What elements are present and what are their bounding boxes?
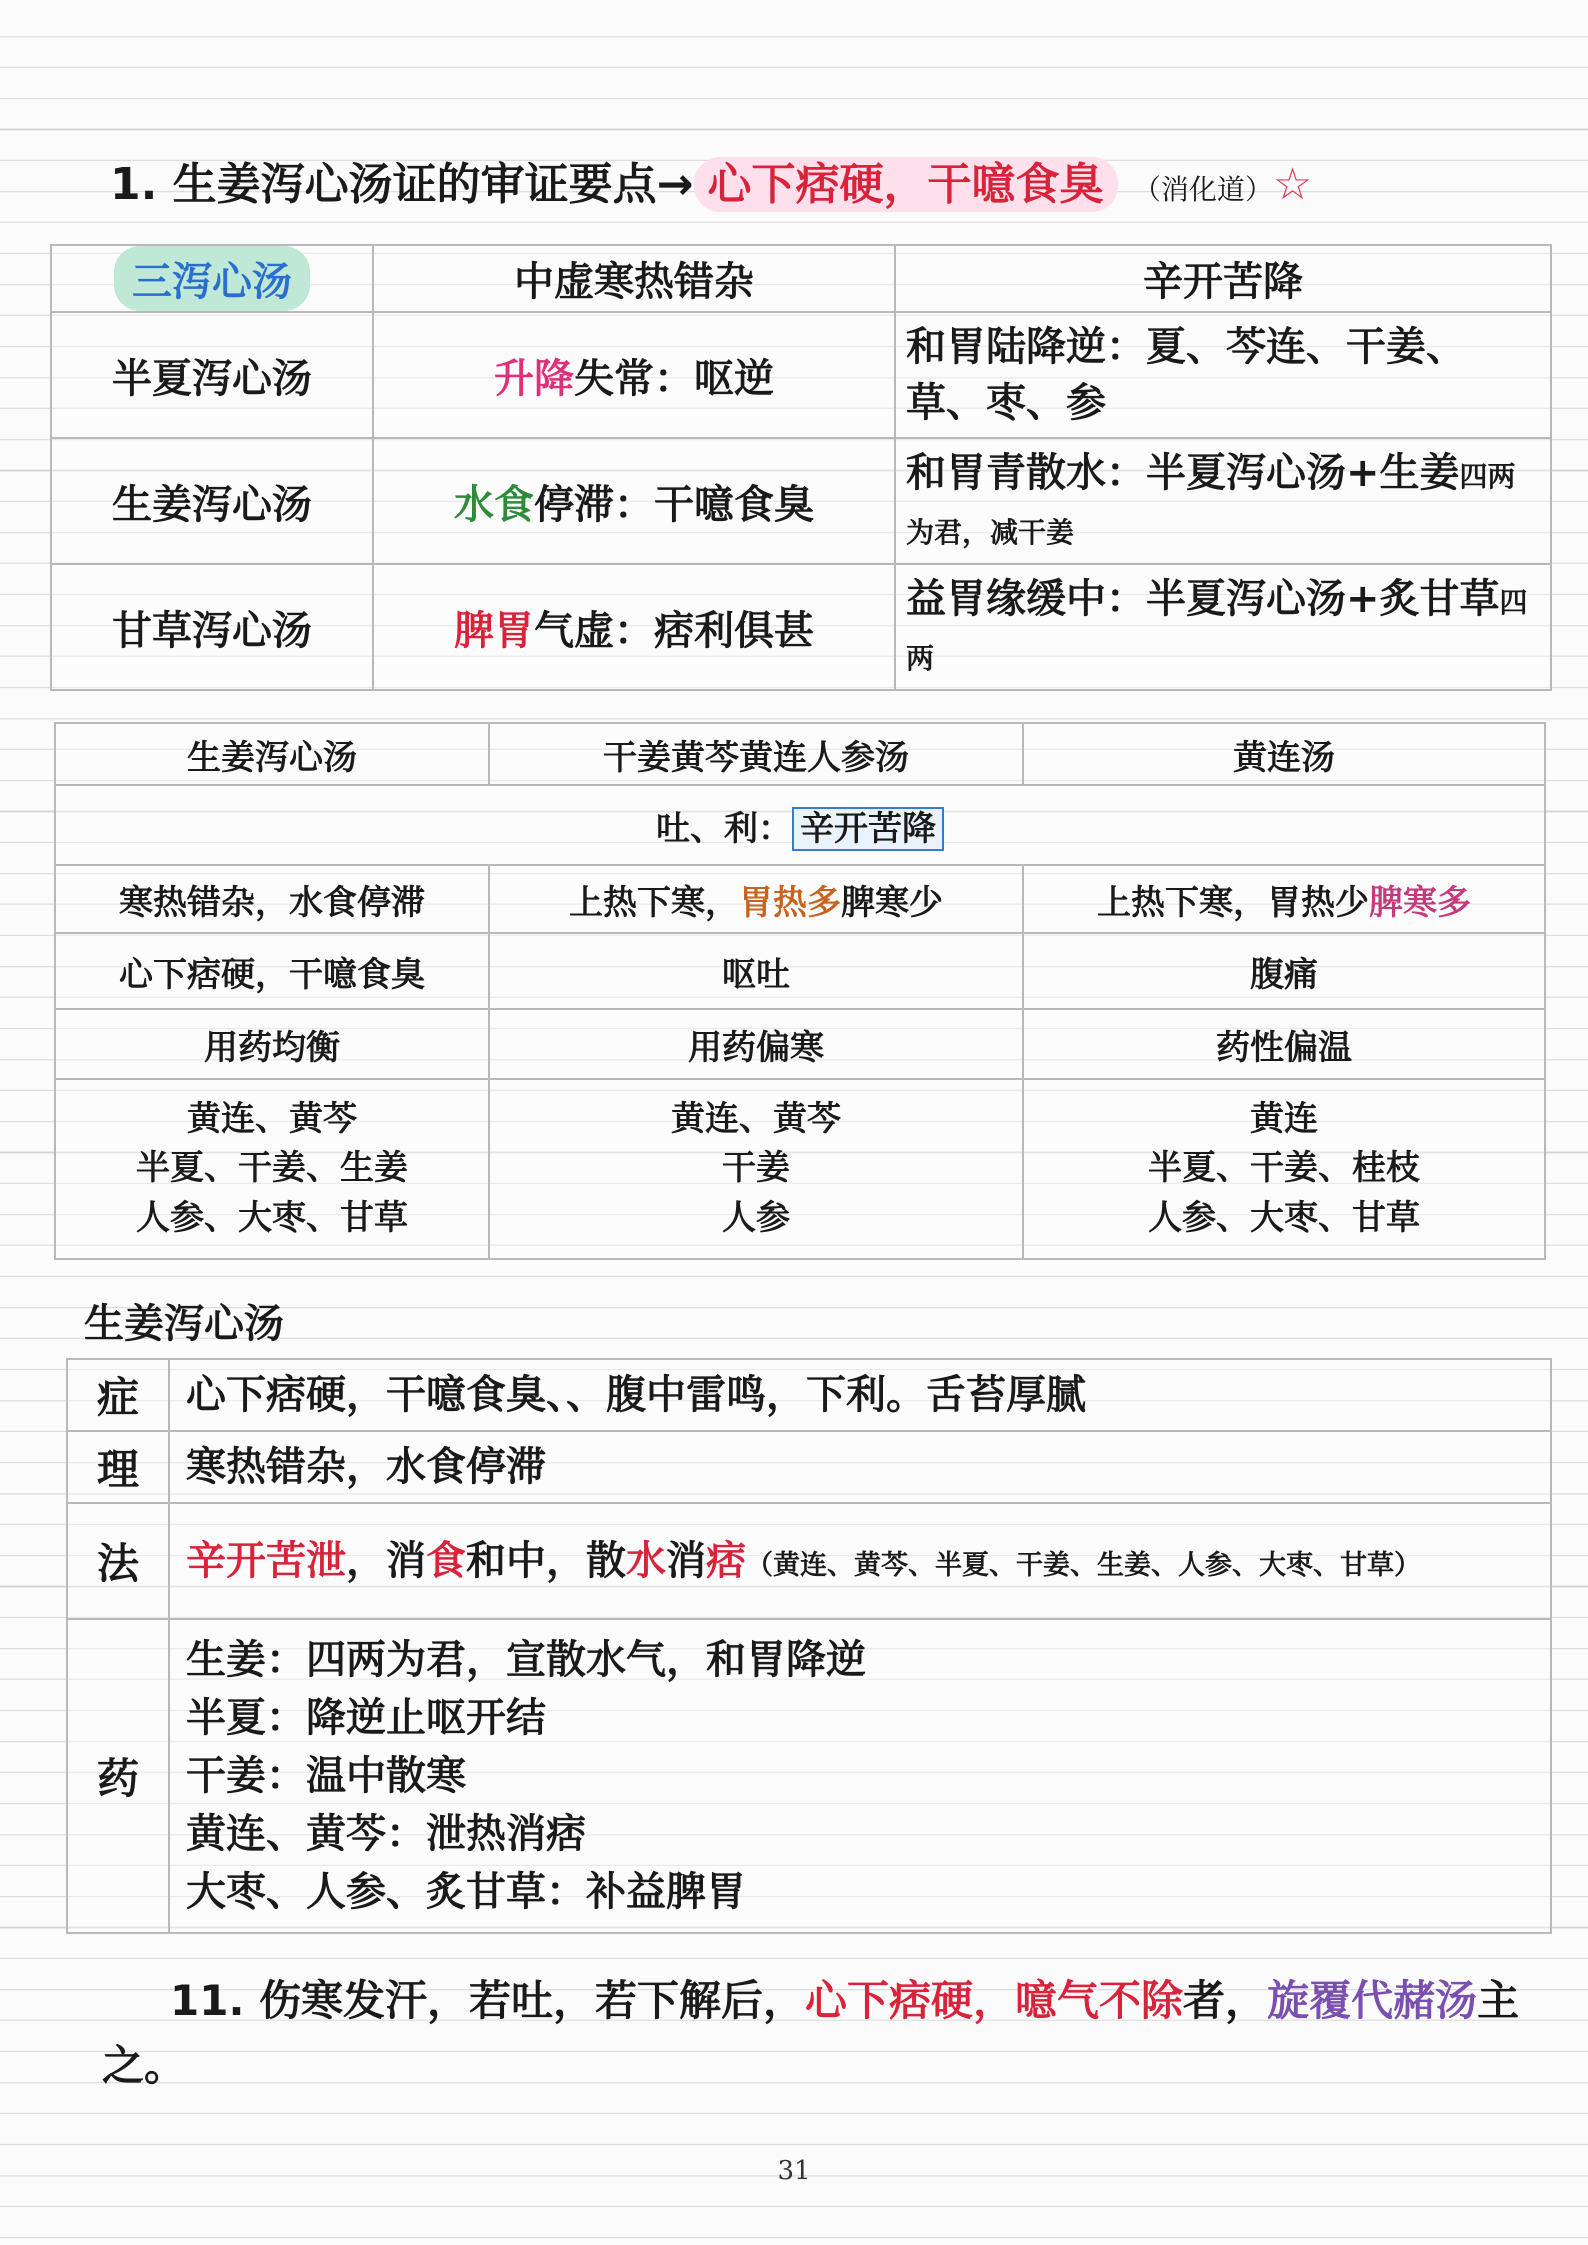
t2-merged-row	[55, 785, 1545, 865]
t2-herbs-1-line: 黄连、黄芩	[187, 1099, 357, 1140]
t3-zheng-text: 心下痞硬，干噫食臭、、腹中雷鸣，下利。舌苔厚腻	[169, 1359, 1551, 1431]
title-highlight: 心下痞硬，干噫食臭	[694, 157, 1118, 212]
t3-zheng-label: 症	[67, 1359, 169, 1431]
t1-row2-name: 生姜泻心汤	[51, 438, 373, 564]
t2-header-1: 生姜泻心汤	[55, 723, 489, 785]
comparison-table	[54, 722, 1546, 1260]
t1-row3-treat	[895, 564, 1551, 690]
t3-fa-p2: ，消	[346, 1538, 426, 1584]
t1-row1-mech-rest: 失常：呕逆	[574, 355, 774, 402]
page-number: 31	[777, 2156, 811, 2186]
section-title-1	[110, 148, 1312, 212]
t2-mech-2-post: 脾寒少	[841, 882, 943, 923]
t2-herbs-3-line: 半夏、干姜、桂枝	[1148, 1148, 1420, 1189]
t1-row1-mech-hl: 升降	[494, 355, 574, 402]
t3-fa-text	[169, 1503, 1551, 1619]
t3-yao-line: 黄连、黄芩：泄热消痞	[186, 1811, 586, 1857]
t2-mech-2	[489, 865, 1023, 933]
shengjiang-detail-table	[66, 1358, 1552, 1934]
t2-herbs-2	[489, 1079, 1023, 1259]
t2-symptom-2: 呕吐	[489, 933, 1023, 1009]
t2-header-3: 黄连汤	[1023, 723, 1545, 785]
title-prefix: 1. 生姜泻心汤证的审证要点	[110, 159, 657, 210]
t1-row2-treat-small: 四两为君，减干姜	[906, 460, 1516, 549]
t2-herbs-1-line: 人参、大枣、甘草	[136, 1197, 408, 1238]
clause-11-paragraph	[102, 1968, 1522, 2098]
t2-mech-1: 寒热错杂，水食停滞	[55, 865, 489, 933]
t1-badge: 三泻心汤	[114, 246, 310, 311]
section-heading-shengjiang: 生姜泻心汤	[84, 1301, 284, 1347]
t1-header-badge-cell	[51, 245, 373, 312]
t1-row2-mech	[373, 438, 895, 564]
para-p2: 心下痞硬，噫气不除	[805, 1976, 1184, 2025]
t3-yao-line: 干姜：温中散寒	[186, 1753, 466, 1799]
t3-li-label: 理	[67, 1431, 169, 1503]
t3-yao-label: 药	[67, 1619, 169, 1933]
t3-fa-label: 法	[67, 1503, 169, 1619]
t1-row3-mech	[373, 564, 895, 690]
t3-yao-line: 大枣、人参、炙甘草：补益脾胃	[186, 1869, 746, 1915]
t2-herbs-2-line: 黄连、黄芩	[671, 1099, 841, 1140]
t1-row3-treat-small: 四两	[906, 586, 1528, 675]
t2-nature-1: 用药均衡	[55, 1009, 489, 1079]
t3-yao-list	[169, 1619, 1551, 1933]
t1-row1-mech	[373, 312, 895, 438]
t3-yao-line: 半夏：降逆止呕开结	[186, 1695, 546, 1741]
t2-herbs-3-line: 黄连	[1250, 1099, 1318, 1140]
t1-row1-treat	[895, 312, 1551, 438]
title-arrow: →	[656, 159, 694, 210]
title-note: （消化道）	[1132, 173, 1273, 206]
t1-header-col3: 辛开苦降	[895, 245, 1551, 312]
t3-fa-p7: 痞	[706, 1538, 746, 1584]
t1-row2-treat-text: 和胃青散水：半夏泻心汤+生姜	[906, 450, 1460, 496]
t3-li-text: 寒热错杂，水食停滞	[169, 1431, 1551, 1503]
t1-row2-treat	[895, 438, 1551, 564]
t2-herbs-2-line: 干姜	[722, 1148, 790, 1189]
t2-herbs-2-line: 人参	[722, 1197, 790, 1238]
t2-mech-3-hl: 脾寒多	[1369, 882, 1471, 923]
t1-row2-mech-rest: 停滞：干噫食臭	[534, 481, 814, 528]
t1-row1-name: 半夏泻心汤	[51, 312, 373, 438]
t2-mech-3	[1023, 865, 1545, 933]
t1-row3-mech-hl: 脾胃	[454, 607, 534, 654]
t2-nature-2: 用药偏寒	[489, 1009, 1023, 1079]
t2-mech-2-pre: 上热下寒，	[569, 882, 739, 923]
para-p1: 11. 伤寒发汗，若吐，若下解后，	[170, 1976, 806, 2025]
t1-row3-name: 甘草泻心汤	[51, 564, 373, 690]
t3-fa-p1: 辛开苦泄	[186, 1538, 346, 1584]
t2-nature-3: 药性偏温	[1023, 1009, 1545, 1079]
t2-herbs-1-line: 半夏、干姜、生姜	[136, 1148, 408, 1189]
t2-mech-2-hl: 胃热多	[739, 882, 841, 923]
t2-symptom-3: 腹痛	[1023, 933, 1545, 1009]
t1-row2-mech-hl: 水食	[454, 481, 534, 528]
t1-header-col2: 中虚寒热错杂	[373, 245, 895, 312]
t3-fa-p3: 食	[426, 1538, 466, 1584]
para-p5: 主之。	[102, 1976, 1520, 2091]
t2-herbs-3-line: 人参、大枣、甘草	[1148, 1197, 1420, 1238]
t2-header-2: 干姜黄芩黄连人参汤	[489, 723, 1023, 785]
t2-mech-3-pre: 上热下寒，胃热少	[1097, 882, 1369, 923]
t2-herbs-1	[55, 1079, 489, 1259]
t3-fa-p4: 和中，散	[466, 1538, 626, 1584]
para-p3: 者，	[1183, 1976, 1268, 2025]
star-icon: ☆	[1272, 159, 1313, 210]
t3-fa-p6: 消	[666, 1538, 706, 1584]
t2-herbs-3	[1023, 1079, 1545, 1259]
t1-row3-treat-text: 益胃缘缓中：半夏泻心汤+炙甘草	[906, 576, 1500, 622]
para-p4: 旋覆代赭汤	[1267, 1976, 1478, 2025]
three-xiexin-table	[50, 244, 1552, 691]
t2-merged-label: 吐、利：	[656, 808, 792, 849]
t3-fa-p5: 水	[626, 1538, 666, 1584]
t3-yao-line: 生姜：四两为君，宣散水气，和胃降逆	[186, 1637, 866, 1683]
t1-row1-treat-text: 和胃陆降逆：夏、芩连、干姜、草、枣、参	[906, 324, 1466, 426]
t3-fa-paren: （黄连、黄芩、半夏、干姜、生姜、人参、大枣、甘草）	[746, 1550, 1421, 1581]
t2-merged-box: 辛开苦降	[792, 807, 944, 851]
t1-row3-mech-rest: 气虚：痞利俱甚	[534, 607, 814, 654]
t2-symptom-1: 心下痞硬，干噫食臭	[55, 933, 489, 1009]
